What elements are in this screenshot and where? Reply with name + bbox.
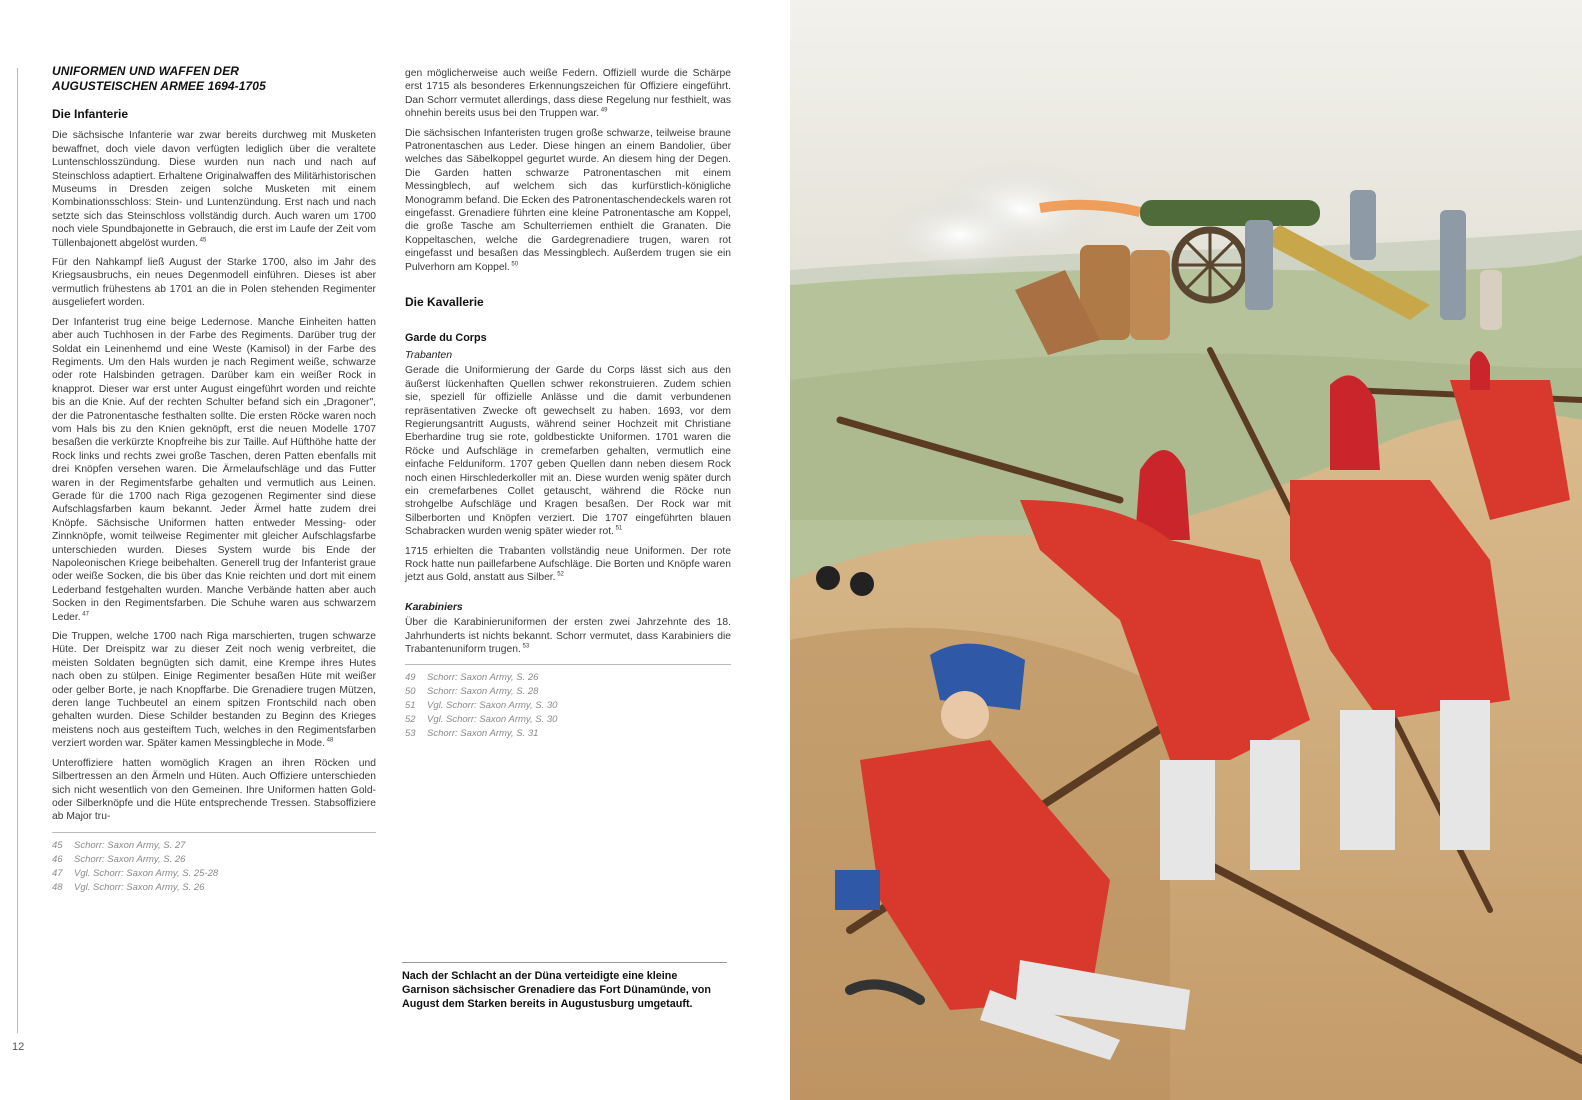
footnote-text: Schorr: Saxon Army, S. 26 [427, 672, 539, 684]
footnote-number: 46 [52, 853, 63, 865]
karabiniers-heading: Karabiniers [405, 600, 463, 613]
text-column-1 [52, 64, 376, 895]
paragraph-text: Die sächsische Infanterie war zwar bereits durchweg mit Musketen bewaffnet, doch viele davon verfügten lediglich über die veraltete Luntenschlosszündung. Diese wurden nun nach und nach auf Steinschloss adaptiert. Erhaltene Originalwaffen des Militärhistorischen Museums in Dresden zeigen solche Musketen mit einem Kombinationsschloss: Stein- und Luntenzündung. Erst nach und nach setzte sich das Steinschloss vollständig durch. Auch waren um 1700 noch viele Spundbajonette in Gebrauch, die erst im Laufe der Zeit vom Tüllenbajonett abgelöst wurden. [52, 130, 376, 249]
footnote [52, 867, 376, 881]
trabanten-paragraphs [405, 364, 731, 585]
footnote [52, 839, 376, 853]
garde-du-corps-heading: Garde du Corps [405, 331, 487, 344]
paragraph-text: Für den Nahkampf ließ August der Starke 1700, also im Jahr des Kriegsausbruchs, ein neues Degenmodell einführen. Dieses ist aber vermutlich frühestens ab 1701 an die in Polen stehenden Regimenter ausgeliefert worden. [52, 257, 376, 309]
paragraph-text: Gerade die Uniformierung der Garde du Corps lässt sich aus den äußerst lückenhaften Quellen schwer rekonstruieren. Zudem schien sie, speziell für offizielle Anlässe und die damit verbundenen repräsentativen Zwecke oft gewechselt zu haben. 1693, vor dem Regierungsantritt Augusts, während seiner Hochzeit mit Christiane Eberhardine trug sie rote, goldbestickte Uniformen. 1701 waren die Röcke und Aufschläge in cremefarben gehalten, vermutlich eine einfache Felduniform. 1707 geben Quellen dann neben diesem Rock noch einen Hirschlederkoller mit an. Diese wurden wenig später durch ein cremefarbenes Collet getauscht, während die Röcke nun strohgelbe Aufschläge und Kragen besaßen. Der Rock war mit Silberborten und Knöpfen verziert. Die 1707 eingeführten blauen Schabracken wurden wenig später wieder rot. [405, 365, 731, 538]
footnote [405, 671, 731, 685]
footnote-ref: 52 [555, 571, 564, 578]
body-paragraph [405, 127, 731, 274]
body-paragraph [52, 256, 376, 310]
paragraph-text: Über die Karabinieruniformen der ersten zwei Jahrzehnte des 18. Jahrhunderts ist nichts bekannt. Schorr vermutet, dass Karabiniers die Trabantenuniform trugen. [405, 617, 731, 656]
footnote-number: 51 [405, 700, 416, 712]
footnote [405, 713, 731, 727]
left-page [0, 0, 790, 1100]
wounded-grenadier-cuff [835, 870, 880, 910]
infantry-heading: Die Infanterie [52, 107, 129, 121]
body-paragraph [52, 316, 376, 624]
footnote-number: 49 [405, 672, 416, 684]
footnote-rule [52, 832, 376, 833]
cannon-barrel [1140, 200, 1320, 226]
footnote-ref: 49 [599, 107, 608, 114]
margin-rule [17, 68, 18, 1033]
footnote-rule-2 [405, 664, 731, 665]
footnote-number: 50 [405, 686, 416, 698]
infantry-paragraphs [52, 129, 376, 823]
cannonball [816, 566, 840, 590]
paragraph-text: 1715 erhielten die Trabanten vollständig neue Uniformen. Der rote Rock hatte nun paillefarbene Aufschläge. Die Borten und Knöpfe waren jetzt aus Gold, anstatt aus Silber. [405, 545, 731, 584]
footnote-text: Vgl. Schorr: Saxon Army, S. 25-28 [74, 867, 219, 879]
footnote [405, 685, 731, 699]
body-paragraph [405, 616, 731, 656]
footnote-number: 48 [52, 881, 63, 893]
footnote [52, 853, 376, 867]
footnote-ref: 51 [613, 525, 623, 532]
footnote-ref: 53 [520, 643, 530, 650]
trabanten-heading: Trabanten [405, 348, 453, 361]
paragraph-text: Der Infanterist trug eine beige Ledernose. Manche Einheiten hatten aber auch Tuchhosen in der Farbe des Regiments. Darüber trug der Soldat ein Leinenhemd und eine Weste (Kamisol) in der Farbe des Regiments. Um den Hals wurden je nach Regiment weiße, schwarze oder rote Halsbinden getragen. Darüber kam ein weißer Rock in knapprot. Dieser war erst unter August eingeführt worden und reichte bis an die Knie. Auf der rechten Schulter befand sich ein „Dragoner", der die Patronentasche festhalten sollte. Die ersten Röcke waren noch vom Hals bis zu den Knien geknöpft, erst die neuen Modelle 1707 besaßen die verkürzte Knopfreihe bis zur Taille. Auf Hüfthöhe hatte der Rock links und rechts zwei große Taschen, deren Patten ebenfalls mit drei Knöpfen versehen waren. Die Ärmelaufschläge und das Futter waren in der Regimentsfarbe gehalten und vermutlich aus Leinen. Gerade für die 1700 nach Riga gezogenen Regimenter sind diese Aufschlagsfarben kaum bekannt. Jeder Ärmel hatte zudem drei Knöpfe. Sächsische Uniformen hatten entweder Messing- oder Zinnknöpfe, womit teilweise Regimenter mit gleicher Aufschlagsfarbe unterschieden wurden. Dieses System wurde bis Ende der Napoleonischen Kriege beibehalten. Generell trug der Infanterist graue oder weiße Socken, die bis über das Knie reichten und dort mit einem Lederband festgehalten wurden. Manche Verbände hatten aber auch Socken in den Regimentsfarben. Die Schuhe waren aus schwarzem Leder. [52, 316, 376, 623]
col2-paragraphs [405, 67, 731, 274]
painting-svg [790, 0, 1582, 1100]
footnote-number: 52 [405, 714, 416, 726]
body-paragraph [52, 630, 376, 751]
footnote-ref: 45 [197, 237, 207, 244]
paragraph-text: Unteroffiziere hatten womöglich Kragen an ihren Röcken und Silbertressen an den Ärmeln und Hüten. Auch Offiziere unterschieden sich nicht wesentlich von den Gemeinen. Ihre Uniformen hatten Gold- oder Silberknöpfe und die Hüte entsprechende Tressen. Stabsoffiziere ab Major tru- [52, 757, 376, 823]
footnote-ref: 47 [80, 611, 89, 618]
footnote-number: 53 [405, 728, 416, 740]
body-paragraph [52, 757, 376, 824]
body-paragraph [52, 129, 376, 250]
chapter-title-line-2: AUGUSTEISCHEN ARMEE 1694-1705 [52, 79, 266, 93]
footnote-number: 45 [52, 839, 63, 851]
illustration-caption: Nach der Schlacht an der Düna verteidigte eine kleine Garnison sächsischer Grenadiere das Fort Dünamünde, von August dem Starken bereits in Augustusburg umgetauft. [402, 962, 727, 1011]
footnote [405, 727, 731, 741]
body-paragraph [405, 545, 731, 585]
footnote-text: Schorr: Saxon Army, S. 31 [427, 728, 539, 740]
body-paragraph [405, 67, 731, 121]
grenadier-painting [790, 0, 1582, 1100]
cavalry-heading: Die Kavallerie [405, 295, 484, 310]
footnote-number: 47 [52, 867, 63, 879]
footnote-text: Vgl. Schorr: Saxon Army, S. 30 [427, 714, 558, 726]
chapter-title-line-1: UNIFORMEN UND WAFFEN DER [52, 64, 240, 78]
page-number: 12 [12, 1041, 25, 1053]
footnote [52, 881, 376, 895]
footnote-ref: 50 [509, 261, 519, 268]
paragraph-text: Die Truppen, welche 1700 nach Riga marschierten, trugen schwarze Hüte. Der Dreispitz war zu dieser Zeit noch wenig verbreitet, die meisten Soldaten begnügten sich damit, eine Krempe ihres Hutes nach oben zu stülpen. Einige Regimenter besaßen Hüte mit weißer oder gelber Borte, je nach Knopffarbe. Die Grenadiere trugen Mützen, deren lange Tuchbeutel an einem spitzen Frontschild nach oben gehalten wurden. Diese Schilder bestanden zu Beginn des Krieges meistens noch aus gesteiftem Tuch, welches in den Regimentsfarben verziert worden war. Später kamen Messingbleche in Mode. [52, 631, 376, 750]
footnotes-right [405, 671, 731, 741]
footnote [405, 699, 731, 713]
footnote-text: Schorr: Saxon Army, S. 27 [74, 839, 186, 851]
footnote-text: Vgl. Schorr: Saxon Army, S. 26 [74, 881, 205, 893]
paragraph-text: Die sächsischen Infanteristen trugen große schwarze, teilweise braune Patronentaschen aus Leder. Diese hingen an einem Bandolier, über welches das Säbelkoppel gegurtet wurde. An diesem hing der Degen. Die Garden hatten schwarze Patronentaschen mit einem Messingblech, auf welchem sich das kurfürstlich-königliche Monogramm befand. Die Ecken des Patronentaschendeckels waren rot eingefasst. Grenadiere führten eine kleine Patronentasche am Koppel, die große Tasche am Schulterriemen enthielt die Granaten. Die Koppeltaschen, welche die Gardegrenadiere trugen, waren rot eingefasst und besaßen das Messingblech. Außerdem trugen sie ein Pulverhorn am Koppel. [405, 127, 731, 273]
footnote-text: Vgl. Schorr: Saxon Army, S. 30 [427, 700, 558, 712]
footnotes-left [52, 839, 376, 895]
body-paragraph [405, 364, 731, 538]
footnote-ref: 48 [325, 737, 334, 744]
karabiniers-paragraphs [405, 616, 731, 656]
paragraph-text: gen möglicherweise auch weiße Federn. Offiziell wurde die Schärpe erst 1715 als besonderes Erkennungszeichen für Offiziere eingeführt. Dan Schorr vermutet allerdings, dass diese Regelung nur festhielt, was ohnehin bereits usus bei den Truppen war. [405, 68, 731, 120]
text-column-2 [405, 67, 731, 741]
chapter-title [52, 64, 376, 94]
footnote-text: Schorr: Saxon Army, S. 26 [74, 853, 186, 865]
footnote-text: Schorr: Saxon Army, S. 28 [427, 686, 539, 698]
